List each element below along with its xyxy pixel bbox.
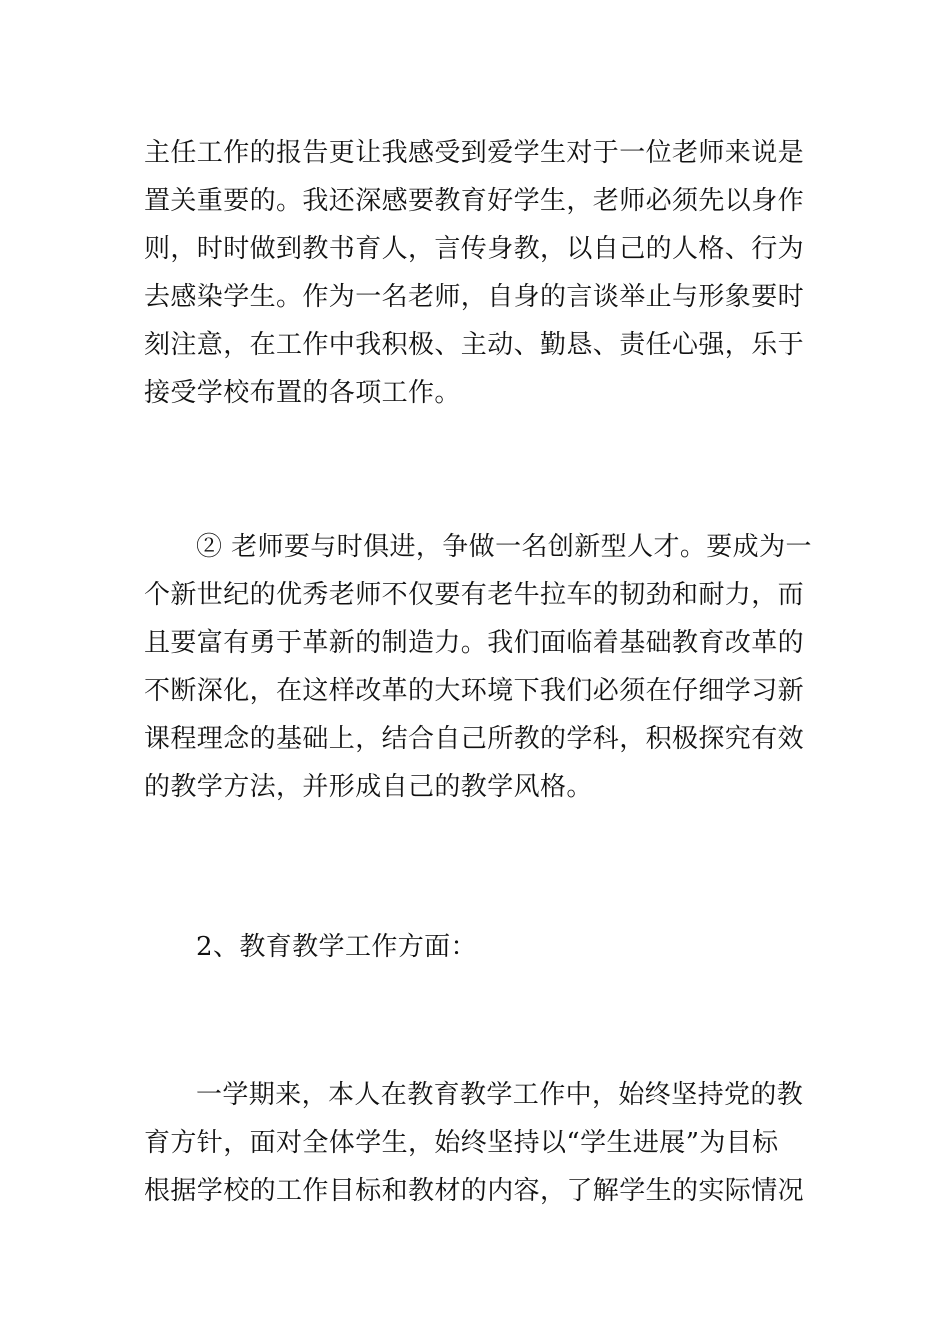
paragraph-2-line-1: ② 老师要与时俱进，争做一名创新型人才。要成为一 xyxy=(196,532,812,562)
paragraph-3-line-3: 根据学校的工作目标和教材的内容，了解学生的实际情况 xyxy=(144,1176,805,1206)
paragraph-1-line-3: 则，时时做到教书育人，言传身教，以自己的人格、行为 xyxy=(144,234,805,264)
paragraph-3-line-1: 一学期来，本人在教育教学工作中，始终坚持党的教 xyxy=(196,1080,804,1110)
section-heading: 2、教育教学工作方面： xyxy=(196,932,477,962)
paragraph-1-line-6: 接受学校布置的各项工作。 xyxy=(144,378,461,408)
paragraph-2-line-5: 课程理念的基础上，结合自己所教的学科，积极探究有效 xyxy=(144,724,805,754)
paragraph-2-line-4: 不断深化，在这样改革的大环境下我们必须在仔细学习新 xyxy=(144,676,805,706)
paragraph-1-line-5: 刻注意，在工作中我积极、主动、勤恳、责任心强，乐于 xyxy=(144,330,805,360)
paragraph-2-line-3: 且要富有勇于革新的制造力。我们面临着基础教育改革的 xyxy=(144,628,805,658)
paragraph-2-line-6: 的教学方法，并形成自己的教学风格。 xyxy=(144,772,593,802)
paragraph-1-line-2: 置关重要的。我还深感要教育好学生，老师必须先以身作 xyxy=(144,186,805,216)
paragraph-3-line-2: 育方针，面对全体学生，始终坚持以“学生进展”为目标 xyxy=(144,1128,779,1158)
paragraph-1-line-1: 主任工作的报告更让我感受到爱学生对于一位老师来说是 xyxy=(144,138,805,168)
paragraph-2-line-2: 个新世纪的优秀老师不仅要有老牛拉车的韧劲和耐力，而 xyxy=(144,580,805,610)
paragraph-1-line-4: 去感染学生。作为一名老师，自身的言谈举止与形象要时 xyxy=(144,282,805,312)
